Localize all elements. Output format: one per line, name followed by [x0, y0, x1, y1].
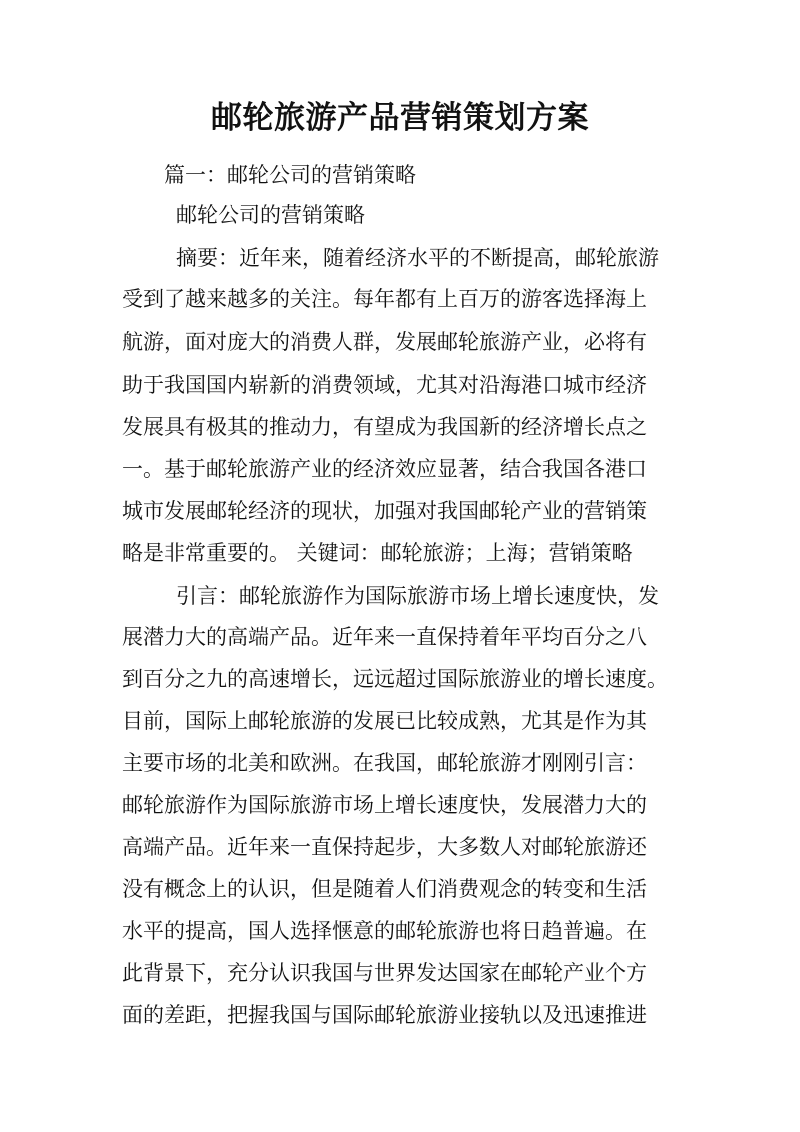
text-line: 高端产品。近年来一直保持起步，大多数人对邮轮旅游还	[122, 835, 647, 859]
text-line: 略是非常重要的。 关键词：邮轮旅游；上海；营销策略	[122, 541, 633, 565]
document-title: 邮轮旅游产品营销策划方案	[211, 100, 589, 136]
text-line: 摘要：近年来，随着经济水平的不断提高，邮轮旅游	[176, 246, 659, 270]
text-line: 受到了越来越多的关注。每年都有上百万的游客选择海上	[122, 287, 647, 311]
text-line: 发展具有极其的推动力，有望成为我国新的经济增长点之	[122, 415, 647, 439]
text-line: 主要市场的北美和欧洲。在我国，邮轮旅游才刚刚引言：	[122, 751, 647, 775]
text-line: 此背景下，充分认识我国与世界发达国家在邮轮产业个方	[122, 961, 647, 985]
section-heading: 篇一：邮轮公司的营销策略	[164, 163, 416, 187]
text-line: 到百分之九的高速增长，远远超过国际旅游业的增长速度。	[122, 667, 668, 691]
text-line: 助于我国国内崭新的消费领域，尤其对沿海港口城市经济	[122, 373, 647, 397]
text-line: 没有概念上的认识，但是随着人们消费观念的转变和生活	[122, 877, 647, 901]
text-line: 水平的提高，国人选择惬意的邮轮旅游也将日趋普遍。在	[122, 919, 647, 943]
text-line: 城市发展邮轮经济的现状，加强对我国邮轮产业的营销策	[122, 499, 647, 523]
text-line: 展潜力大的高端产品。近年来一直保持着年平均百分之八	[122, 625, 647, 649]
subsection-heading: 邮轮公司的营销策略	[176, 203, 365, 227]
text-line: 目前，国际上邮轮旅游的发展已比较成熟，尤其是作为其	[122, 709, 647, 733]
text-line: 一。基于邮轮旅游产业的经济效应显著，结合我国各港口	[122, 457, 647, 481]
text-line: 邮轮旅游作为国际旅游市场上增长速度快，发展潜力大的	[122, 793, 647, 817]
text-line: 引言：邮轮旅游作为国际旅游市场上增长速度快，发	[176, 584, 659, 608]
text-line: 面的差距，把握我国与国际邮轮旅游业接轨以及迅速推进	[122, 1003, 647, 1027]
text-line: 航游，面对庞大的消费人群，发展邮轮旅游产业，必将有	[122, 330, 647, 354]
